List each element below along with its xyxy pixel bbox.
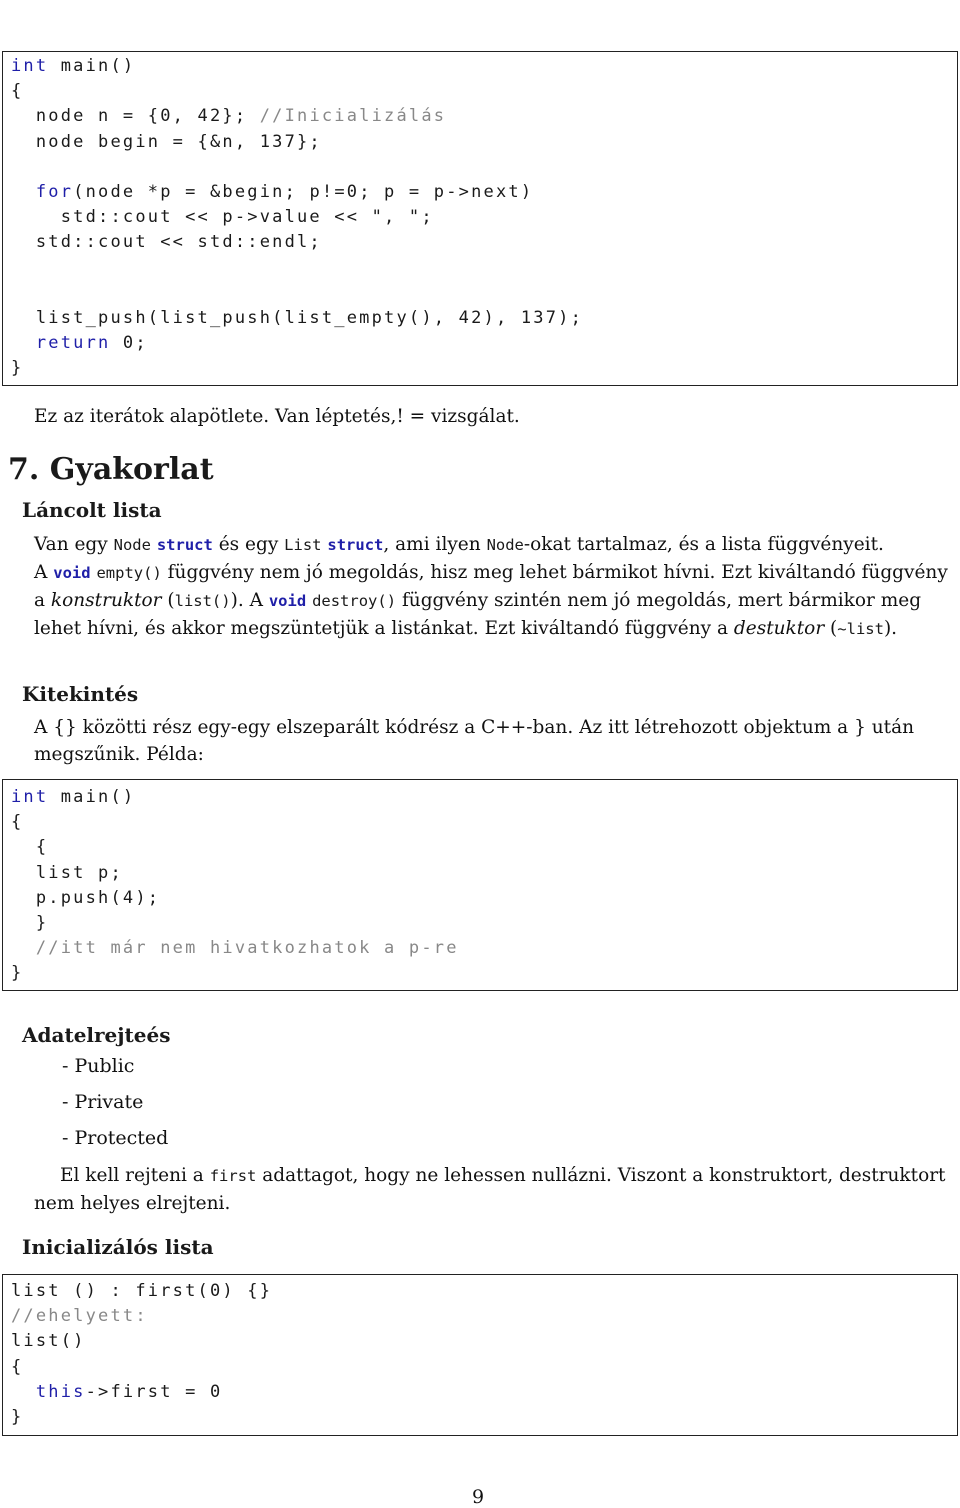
access-item-public: - Public [62,1055,135,1077]
code-text: ->first = 0 [85,1381,223,1402]
section-title: 7. Gyakorlat [8,452,214,487]
code-keyword: int [11,56,49,76]
code-listing [11,54,583,382]
code-line [11,104,583,129]
code-text: { [11,81,24,102]
code-line [11,886,459,911]
code-text: (node *p = &begin; p!=0; p = p->next) [73,182,534,203]
paragraph-line: El kell rejteni a first adattagot, hogy ne lehessen nullázni. Viszont a konstruktort, destruktort [60,1165,946,1186]
code-listing [11,785,459,987]
code-comment: //Inicializálás [259,106,447,127]
code-line [11,356,583,381]
code-text [11,182,36,202]
code-line [11,810,459,835]
code-line [11,205,583,230]
code-text: } [11,963,24,984]
paragraph-line: A {} közötti rész egy-egy elszeparált kódrész a C++-ban. Az itt létrehozott objektum a } után [34,717,915,738]
code-line [11,1304,272,1329]
code-keyword: return [35,333,111,354]
code-block-scope-example [2,779,958,991]
code-text: list() [11,1331,86,1352]
code-text: node n = {0, 42}; [11,106,260,127]
code-block-init-list [2,1274,958,1436]
code-comment: //ehelyett: [11,1306,148,1327]
code-text: main() [48,787,136,807]
code-line [11,256,583,281]
paragraph-data-hiding [34,1162,956,1217]
code-text: node begin = {&n, 137}; [11,131,322,152]
code-line [11,785,459,810]
code-keyword: this [35,1381,86,1402]
code-keyword: int [11,787,49,807]
paragraph-line: A void empty() függvény nem jó megoldás, hisz meg lehet bármikot hívni. Ezt kiváltandó függvény [34,562,948,583]
code-comment: //itt már nem hivatkozhatok a p-re [35,938,459,959]
code-text: list p; [11,862,123,883]
code-listing [11,1279,272,1430]
code-text: } [11,1407,24,1428]
code-line [11,961,459,986]
code-text: std::cout << p->value << ", "; [11,207,434,228]
paragraph-outlook [34,714,956,768]
paragraph-line: megszűnik. Példa: [34,744,204,765]
code-text: { [11,1356,24,1377]
code-line [11,331,583,356]
code-line [11,1405,272,1430]
subsection-data-hiding: Adatelrejteés [22,1023,171,1047]
paragraph-chained-list [34,531,956,643]
code-line [11,281,583,306]
code-line [11,180,583,205]
code-text: list_push(list_push(list_empty(), 42), 137); [11,308,584,329]
note-iterator: Ez az iterátok alapötlete. Van léptetés,! = vizsgálat. [34,406,520,427]
paragraph-line: a konstruktor (list()). A void destroy() függvény szintén nem jó megoldás, mert bármikor meg [34,590,922,611]
code-line [11,835,459,860]
code-line [11,1329,272,1354]
code-line [11,1279,272,1304]
code-text: } [11,358,24,379]
code-text: std::cout << std::endl; [11,232,322,253]
page-number: 9 [472,1486,485,1508]
code-line [11,54,583,79]
access-item-protected: - Protected [62,1127,169,1149]
code-text: 0; [110,333,148,354]
access-item-private: - Private [62,1091,144,1113]
code-line [11,306,583,331]
code-text [11,938,36,958]
code-line [11,911,459,936]
code-line [11,1355,272,1380]
paragraph-line: nem helyes elrejteni. [34,1193,231,1214]
code-text: { [11,812,24,833]
code-line [11,155,583,180]
code-keyword: for [35,182,74,203]
code-line [11,230,583,255]
code-text: list () : first(0) {} [11,1281,273,1301]
code-line [11,79,583,104]
code-line [11,1380,272,1405]
code-text [11,1382,36,1402]
code-text: } [11,913,49,934]
code-text: p.push(4); [11,887,161,908]
code-text: { [11,837,49,858]
subsection-outlook: Kitekintés [22,682,139,706]
code-block-main-iteration [2,51,958,386]
code-line [11,861,459,886]
paragraph-line: lehet hívni, és akkor megszüntetjük a listánkat. Ezt kiváltandó függvény a destuktor (~list). [34,618,898,639]
subsection-init-list: Inicializálós lista [22,1235,214,1259]
subsection-chained-list: Láncolt lista [22,498,162,522]
paragraph-line: Van egy Node struct és egy List struct, ami ilyen Node-okat tartalmaz, és a lista függvényeit. [34,534,884,555]
code-text: main() [48,56,136,76]
code-line [11,936,459,961]
code-text [11,333,36,353]
code-line [11,130,583,155]
